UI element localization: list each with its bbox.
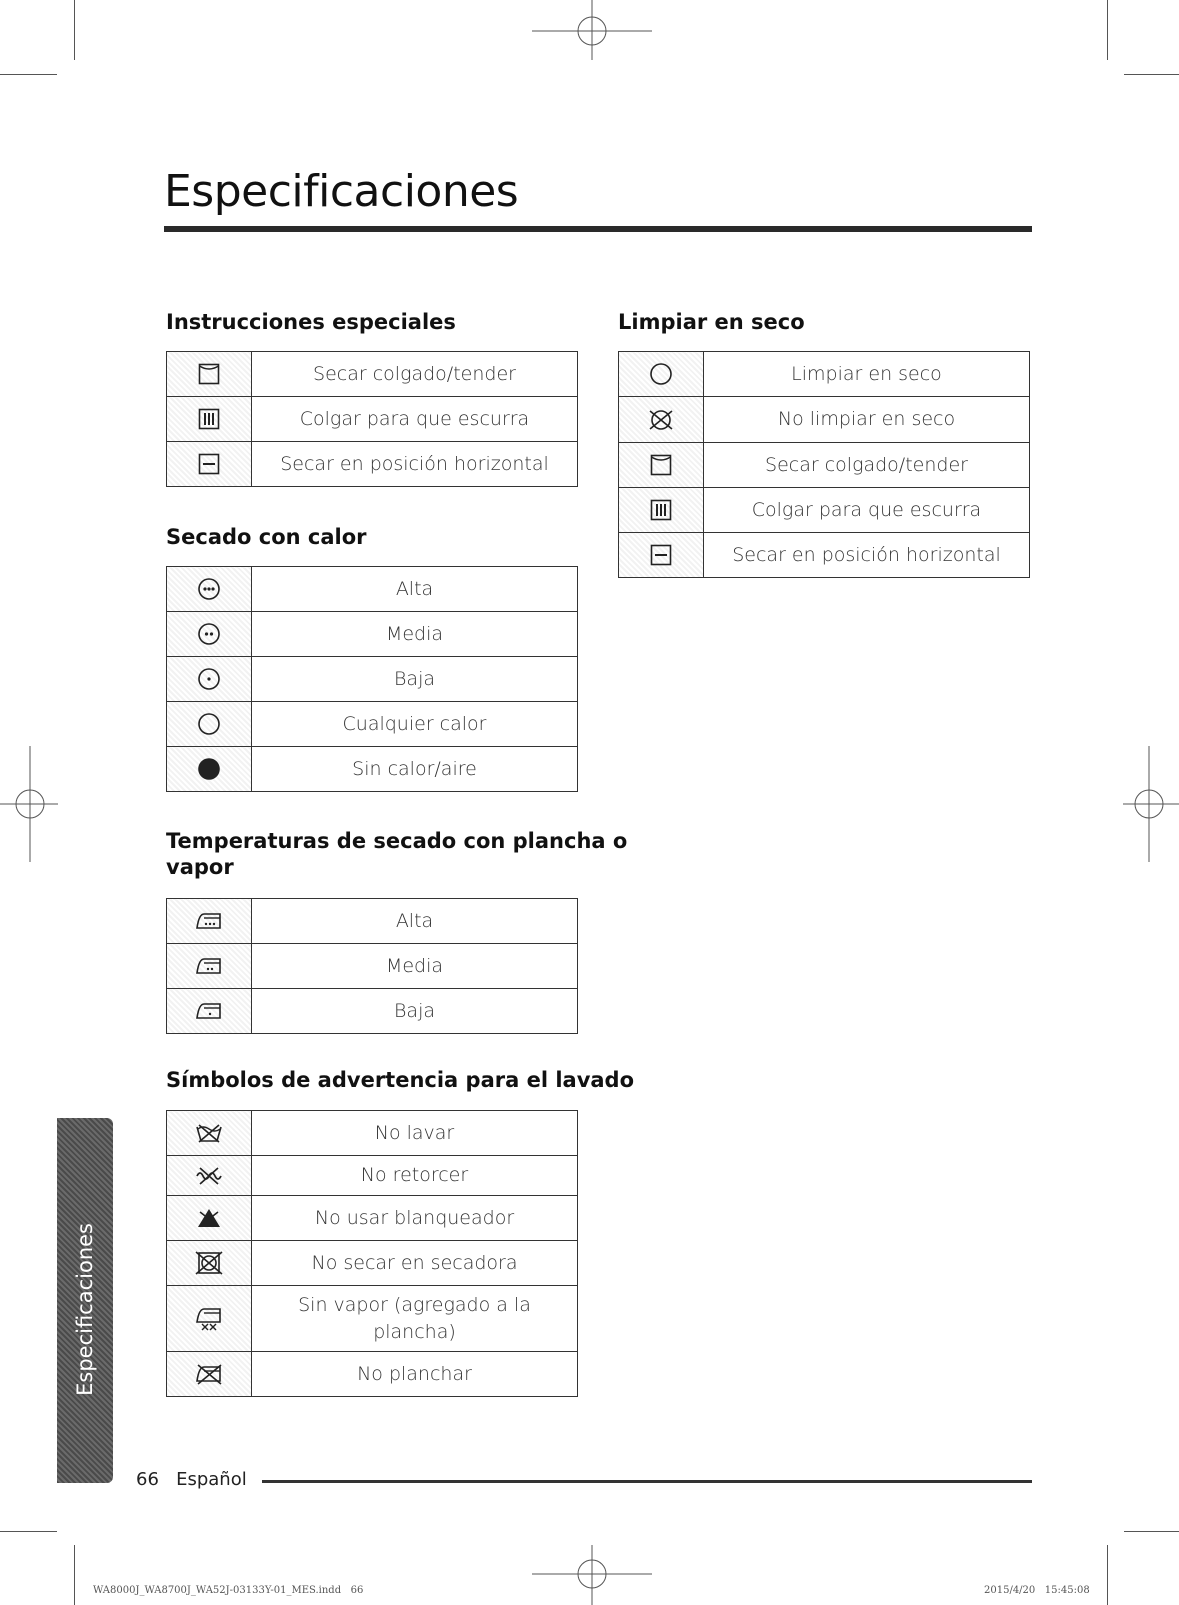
- print-slug-timestamp: 2015/4/20 15:45:08: [984, 1585, 1090, 1596]
- table-cell-label: No limpiar en seco: [704, 397, 1030, 443]
- crop-mark: [74, 1545, 75, 1605]
- table-cell-label: Baja: [252, 657, 578, 702]
- table-row: [167, 1352, 578, 1397]
- table-cell-label: Colgar para que escurra: [704, 488, 1030, 533]
- do-not-iron-icon: [194, 1362, 224, 1386]
- section-heading-secado: Secado con calor: [166, 525, 367, 549]
- crop-mark: [0, 74, 57, 75]
- drip-dry-icon: [649, 498, 673, 522]
- table-cell-label: Colgar para que escurra: [252, 397, 578, 442]
- iron-high-icon: [194, 909, 224, 933]
- page-title: Especificaciones: [164, 166, 519, 217]
- table-cell-label: Sin calor/aire: [252, 747, 578, 792]
- crop-mark: [1124, 74, 1179, 75]
- do-not-wash-icon: [194, 1121, 224, 1145]
- crop-mark: [1124, 1531, 1179, 1532]
- section-heading-line: Temperaturas de secado con plancha o: [166, 829, 628, 853]
- secado-table: [166, 566, 578, 792]
- table-row: [167, 702, 578, 747]
- crop-mark: [0, 1531, 57, 1532]
- do-not-wring-icon: [194, 1165, 224, 1187]
- table-row: [167, 567, 578, 612]
- drip-dry-icon: [197, 407, 221, 431]
- title-rule: [164, 226, 1032, 232]
- table-row: [619, 397, 1030, 443]
- page-number: 66: [136, 1469, 159, 1490]
- tumble-no-heat-icon: [197, 757, 221, 781]
- footer-language: Español: [176, 1469, 247, 1490]
- side-tab-label: Especificaciones: [73, 1223, 97, 1396]
- table-row: [167, 352, 578, 397]
- table-row: [167, 1196, 578, 1241]
- table-cell-label: No secar en secadora: [252, 1241, 578, 1286]
- dry-flat-icon: [197, 452, 221, 476]
- table-row: [167, 747, 578, 792]
- section-heading-plancha: [166, 828, 627, 880]
- table-cell-label: No lavar: [252, 1111, 578, 1156]
- tumble-low-heat-icon: [197, 667, 221, 691]
- section-heading-advertencia: Símbolos de advertencia para el lavado: [166, 1068, 635, 1092]
- table-row: [167, 1111, 578, 1156]
- table-row: [619, 488, 1030, 533]
- plancha-table: [166, 898, 578, 1034]
- no-steam-icon: [194, 1306, 224, 1332]
- table-cell-label: Media: [252, 944, 578, 989]
- hang-dry-icon: [649, 453, 673, 477]
- table-cell-label: Baja: [252, 989, 578, 1034]
- table-cell-label: Secar en posición horizontal: [252, 442, 578, 487]
- table-row: [167, 612, 578, 657]
- table-cell-label: Cualquier calor: [252, 702, 578, 747]
- footer-rule: [262, 1480, 1032, 1483]
- do-not-tumble-dry-icon: [194, 1250, 224, 1276]
- iron-low-icon: [194, 999, 224, 1023]
- instrucciones-table: [166, 351, 578, 487]
- table-cell-label: Secar colgado/tender: [704, 443, 1030, 488]
- table-cell-label-line: Sin vapor (agregado a la: [298, 1293, 531, 1316]
- dry-flat-icon: [649, 543, 673, 567]
- tumble-any-heat-icon: [197, 712, 221, 736]
- crop-mark: [1107, 1545, 1108, 1605]
- table-row: [167, 944, 578, 989]
- crop-mark: [74, 0, 75, 60]
- hang-dry-icon: [197, 362, 221, 386]
- table-row: [167, 1241, 578, 1286]
- registration-mark-top: [532, 0, 652, 62]
- table-cell-label: No planchar: [252, 1352, 578, 1397]
- section-heading-line: vapor: [166, 855, 234, 879]
- table-row: [167, 899, 578, 944]
- table-row: [167, 397, 578, 442]
- table-row: [619, 352, 1030, 397]
- table-cell-label: [252, 1286, 578, 1352]
- table-cell-label: Limpiar en seco: [704, 352, 1030, 397]
- table-cell-label: Media: [252, 612, 578, 657]
- table-row: [619, 443, 1030, 488]
- limpiar-table: [618, 351, 1030, 578]
- print-slug-file: WA8000J_WA8700J_WA52J-03133Y-01_MES.indd 66: [93, 1585, 364, 1596]
- crop-mark: [1107, 0, 1108, 60]
- section-heading-instrucciones: Instrucciones especiales: [166, 310, 456, 334]
- table-row: [167, 442, 578, 487]
- table-row: [167, 1156, 578, 1196]
- table-cell-label: Alta: [252, 567, 578, 612]
- tumble-high-heat-icon: [197, 577, 221, 601]
- registration-mark-left: [0, 746, 60, 862]
- table-cell-label: Secar en posición horizontal: [704, 533, 1030, 578]
- page-footer: [136, 1469, 247, 1490]
- iron-medium-icon: [194, 954, 224, 978]
- do-not-bleach-icon: [194, 1206, 224, 1230]
- side-tab: [57, 1118, 113, 1483]
- table-cell-label: Alta: [252, 899, 578, 944]
- section-heading-limpiar: Limpiar en seco: [618, 310, 805, 334]
- table-cell-label: No retorcer: [252, 1156, 578, 1196]
- tumble-medium-heat-icon: [197, 622, 221, 646]
- table-row: [167, 1286, 578, 1352]
- table-cell-label: Secar colgado/tender: [252, 352, 578, 397]
- table-row: [167, 657, 578, 702]
- do-not-dry-clean-icon: [646, 408, 676, 432]
- registration-mark-right: [1121, 746, 1179, 862]
- table-cell-label-line: plancha): [373, 1320, 456, 1343]
- table-row: [619, 533, 1030, 578]
- table-row: [167, 989, 578, 1034]
- advertencia-table: [166, 1110, 578, 1397]
- dry-clean-icon: [649, 362, 673, 386]
- table-cell-label: No usar blanqueador: [252, 1196, 578, 1241]
- registration-mark-bottom: [532, 1543, 652, 1605]
